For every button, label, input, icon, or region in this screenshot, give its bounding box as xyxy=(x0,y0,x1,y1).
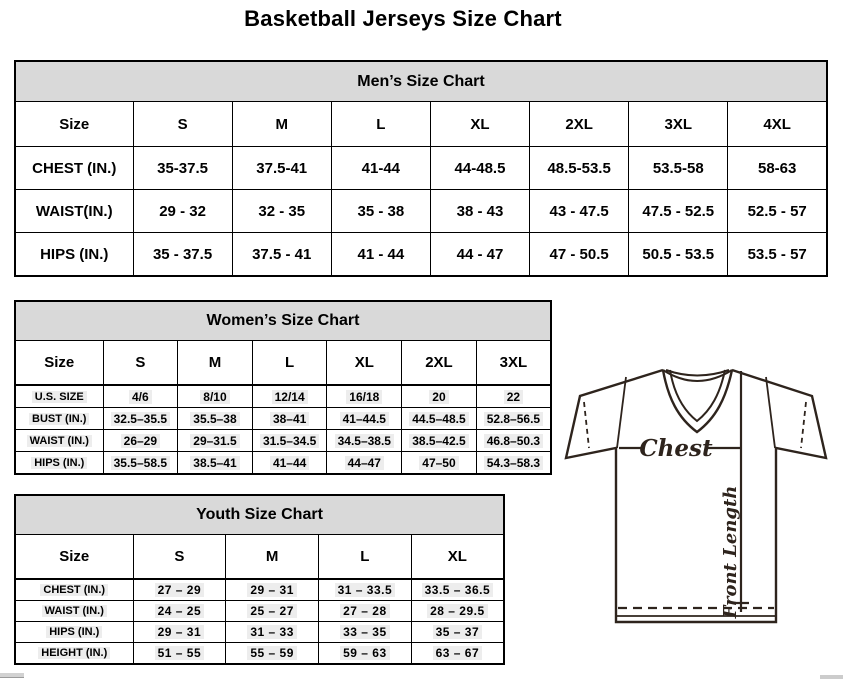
womens-row-label xyxy=(15,452,103,475)
mens-value-cell xyxy=(331,190,430,233)
youth-value-text: 59 – 63 xyxy=(340,646,390,660)
mens-value-text: 44 - 47 xyxy=(456,245,504,263)
womens-value-cell xyxy=(327,452,402,475)
mens-value-cell xyxy=(232,233,331,277)
womens-value-cell xyxy=(103,452,178,475)
youth-value-text: 29 – 31 xyxy=(247,583,297,597)
youth-column-header-xl: XL xyxy=(411,535,504,580)
youth-value-cell xyxy=(133,643,226,665)
youth-row-label-text: HEIGHT (IN.) xyxy=(38,647,110,659)
youth-row-label-text: WAIST (IN.) xyxy=(42,605,107,617)
mens-value-cell xyxy=(530,233,629,277)
mens-value-cell xyxy=(430,190,529,233)
womens-value-cell xyxy=(103,385,178,408)
womens-value-cell xyxy=(178,385,253,408)
mens-value-cell xyxy=(728,190,827,233)
womens-column-header-s: S xyxy=(103,341,178,386)
youth-value-cell xyxy=(411,601,504,622)
womens-table-row xyxy=(15,408,551,430)
jersey-outline xyxy=(566,370,826,622)
mens-column-header-s: S xyxy=(133,102,232,147)
jersey-sleeve-seam-left xyxy=(617,377,626,448)
youth-value-text: 25 – 27 xyxy=(247,604,297,618)
youth-value-cell xyxy=(411,622,504,643)
mens-column-header-2xl: 2XL xyxy=(530,102,629,147)
womens-value-text: 22 xyxy=(504,390,523,404)
youth-value-text: 31 – 33 xyxy=(247,625,297,639)
mens-value-cell xyxy=(629,190,728,233)
youth-value-text: 28 – 29.5 xyxy=(427,604,488,618)
womens-value-cell xyxy=(178,430,253,452)
youth-row-label-text: CHEST (IN.) xyxy=(40,584,108,596)
mens-value-cell xyxy=(133,190,232,233)
youth-value-cell xyxy=(319,643,412,665)
youth-row-label xyxy=(15,579,133,601)
mens-row-label xyxy=(15,190,133,233)
mens-row-label-text: CHEST (IN.) xyxy=(32,159,117,177)
youth-size-chart-table xyxy=(14,494,505,665)
womens-value-cell xyxy=(476,430,551,452)
womens-value-cell xyxy=(327,408,402,430)
mens-column-header-4xl: 4XL xyxy=(728,102,827,147)
youth-value-text: 63 – 67 xyxy=(433,646,483,660)
scrollbar-fragment-left[interactable] xyxy=(0,673,24,678)
womens-value-text: 41–44.5 xyxy=(340,412,389,426)
youth-value-text: 27 – 29 xyxy=(155,583,205,597)
youth-value-cell xyxy=(133,601,226,622)
womens-value-cell xyxy=(402,430,477,452)
mens-value-text: 44-48.5 xyxy=(454,159,506,177)
womens-value-cell xyxy=(252,430,327,452)
youth-column-header-size: Size xyxy=(15,535,133,580)
mens-value-text: 37.5-41 xyxy=(256,159,308,177)
mens-table-row xyxy=(15,233,827,277)
youth-value-cell xyxy=(319,622,412,643)
jersey-measurement-diagram xyxy=(558,364,832,626)
mens-value-cell xyxy=(232,190,331,233)
mens-value-cell xyxy=(430,147,529,190)
youth-value-cell xyxy=(226,643,319,665)
youth-table-row xyxy=(15,622,504,643)
mens-value-cell xyxy=(728,233,827,277)
jersey-vneck-outer xyxy=(663,370,732,432)
scrollbar-fragment-right[interactable] xyxy=(820,675,843,679)
womens-value-cell xyxy=(252,408,327,430)
womens-value-cell xyxy=(103,430,178,452)
mens-value-cell xyxy=(629,147,728,190)
womens-value-text: 34.5–38.5 xyxy=(335,434,394,448)
womens-value-text: 46.8–50.3 xyxy=(484,434,543,448)
womens-value-text: 54.3–58.3 xyxy=(484,456,543,470)
womens-value-text: 41–44 xyxy=(270,456,309,470)
mens-value-cell xyxy=(232,147,331,190)
womens-value-cell xyxy=(252,385,327,408)
womens-value-text: 26–29 xyxy=(121,434,160,448)
youth-value-cell xyxy=(319,579,412,601)
womens-row-label xyxy=(15,385,103,408)
page-title: Basketball Jerseys Size Chart xyxy=(244,6,562,31)
youth-table-row xyxy=(15,601,504,622)
youth-value-text: 35 – 37 xyxy=(433,625,483,639)
mens-value-text: 41 - 44 xyxy=(357,245,405,263)
womens-value-text: 16/18 xyxy=(346,390,382,404)
womens-value-cell xyxy=(476,408,551,430)
womens-value-text: 4/6 xyxy=(129,390,152,404)
womens-row-label xyxy=(15,408,103,430)
womens-value-cell xyxy=(402,385,477,408)
womens-column-header-size: Size xyxy=(15,341,103,386)
mens-column-header-size: Size xyxy=(15,102,133,147)
mens-value-text: 37.5 - 41 xyxy=(252,245,312,263)
womens-value-text: 31.5–34.5 xyxy=(260,434,319,448)
womens-value-cell xyxy=(327,430,402,452)
youth-value-cell xyxy=(226,622,319,643)
youth-value-text: 33 – 35 xyxy=(340,625,390,639)
mens-row-label-text: HIPS (IN.) xyxy=(40,245,109,263)
womens-value-text: 38.5–41 xyxy=(190,456,239,470)
youth-value-text: 29 – 31 xyxy=(155,625,205,639)
youth-table-row xyxy=(15,579,504,601)
jersey-back-collar xyxy=(663,370,732,381)
mens-value-text: 53.5 - 57 xyxy=(747,245,807,263)
mens-value-cell xyxy=(629,233,728,277)
mens-value-text: 58-63 xyxy=(757,159,797,177)
mens-table-row xyxy=(15,147,827,190)
mens-value-text: 52.5 - 57 xyxy=(747,202,807,220)
womens-table-row xyxy=(15,452,551,475)
mens-value-cell xyxy=(530,147,629,190)
womens-value-text: 8/10 xyxy=(200,390,229,404)
womens-value-text: 35.5–38 xyxy=(190,412,239,426)
mens-value-text: 43 - 47.5 xyxy=(549,202,609,220)
youth-row-label xyxy=(15,643,133,665)
mens-value-text: 32 - 35 xyxy=(258,202,306,220)
youth-value-text: 24 – 25 xyxy=(155,604,205,618)
youth-value-text: 31 – 33.5 xyxy=(335,583,396,597)
mens-value-text: 53.5-58 xyxy=(652,159,704,177)
mens-value-text: 48.5-53.5 xyxy=(547,159,611,177)
mens-table-row xyxy=(15,190,827,233)
mens-value-cell xyxy=(331,147,430,190)
mens-value-cell xyxy=(530,190,629,233)
womens-chart-title: Women’s Size Chart xyxy=(15,301,551,341)
womens-value-text: 38.5–42.5 xyxy=(409,434,468,448)
mens-value-cell xyxy=(430,233,529,277)
womens-value-text: 52.8–56.5 xyxy=(484,412,543,426)
youth-value-cell xyxy=(319,601,412,622)
youth-value-cell xyxy=(133,579,226,601)
womens-value-text: 20 xyxy=(429,390,448,404)
youth-chart-title: Youth Size Chart xyxy=(15,495,504,535)
mens-value-cell xyxy=(133,233,232,277)
womens-value-text: 44–47 xyxy=(345,456,384,470)
womens-column-header-l: L xyxy=(252,341,327,386)
womens-table-row xyxy=(15,430,551,452)
womens-row-label-text: BUST (IN.) xyxy=(29,413,89,425)
youth-value-cell xyxy=(411,579,504,601)
mens-column-header-l: L xyxy=(331,102,430,147)
cuff-dashed-line-left xyxy=(584,402,589,448)
front-length-label: Front Length xyxy=(720,485,741,619)
mens-row-label xyxy=(15,147,133,190)
mens-column-header-xl: XL xyxy=(430,102,529,147)
mens-value-cell xyxy=(133,147,232,190)
mens-value-text: 47 - 50.5 xyxy=(549,245,609,263)
mens-value-text: 38 - 43 xyxy=(456,202,504,220)
youth-value-text: 51 – 55 xyxy=(155,646,205,660)
womens-table-row xyxy=(15,385,551,408)
womens-value-text: 44.5–48.5 xyxy=(409,412,468,426)
youth-value-text: 55 – 59 xyxy=(247,646,297,660)
womens-value-text: 38–41 xyxy=(270,412,309,426)
youth-row-label-text: HIPS (IN.) xyxy=(46,626,102,638)
mens-value-text: 35 - 38 xyxy=(357,202,405,220)
womens-value-cell xyxy=(103,408,178,430)
mens-value-text: 41-44 xyxy=(361,159,401,177)
mens-row-label-text: WAIST(IN.) xyxy=(35,202,113,220)
mens-value-text: 29 - 32 xyxy=(159,202,206,220)
youth-value-cell xyxy=(226,601,319,622)
womens-value-text: 29–31.5 xyxy=(190,434,239,448)
mens-size-chart-table xyxy=(14,60,828,277)
womens-column-header-m: M xyxy=(178,341,253,386)
youth-value-text: 33.5 – 36.5 xyxy=(422,583,494,597)
womens-value-cell xyxy=(327,385,402,408)
youth-table-row xyxy=(15,643,504,665)
mens-value-text: 47.5 - 52.5 xyxy=(642,202,715,220)
youth-value-cell xyxy=(411,643,504,665)
womens-value-cell xyxy=(178,452,253,475)
youth-column-header-l: L xyxy=(319,535,412,580)
cuff-dashed-line-right xyxy=(801,402,806,448)
mens-chart-title: Men’s Size Chart xyxy=(15,61,827,102)
womens-row-label-text: WAIST (IN.) xyxy=(27,435,92,447)
womens-value-text: 12/14 xyxy=(272,390,308,404)
womens-value-cell xyxy=(476,452,551,475)
mens-column-header-m: M xyxy=(232,102,331,147)
youth-column-header-s: S xyxy=(133,535,226,580)
womens-value-cell xyxy=(402,452,477,475)
mens-value-text: 35 - 37.5 xyxy=(152,245,213,263)
mens-column-header-3xl: 3XL xyxy=(629,102,728,147)
mens-value-text: 35-37.5 xyxy=(157,159,208,177)
womens-row-label xyxy=(15,430,103,452)
womens-value-text: 32.5–35.5 xyxy=(111,412,170,426)
mens-value-text: 50.5 - 53.5 xyxy=(642,245,715,263)
womens-column-header-xl: XL xyxy=(327,341,402,386)
chest-label: Chest xyxy=(639,435,713,462)
womens-value-cell xyxy=(476,385,551,408)
womens-value-text: 35.5–58.5 xyxy=(111,456,170,470)
womens-value-cell xyxy=(178,408,253,430)
youth-column-header-m: M xyxy=(226,535,319,580)
womens-column-header-3xl: 3XL xyxy=(476,341,551,386)
youth-value-cell xyxy=(226,579,319,601)
womens-value-cell xyxy=(252,452,327,475)
youth-row-label xyxy=(15,622,133,643)
youth-value-cell xyxy=(133,622,226,643)
womens-row-label-text: HIPS (IN.) xyxy=(31,457,87,469)
womens-size-chart-table xyxy=(14,300,552,475)
mens-row-label xyxy=(15,233,133,277)
womens-row-label-text: U.S. SIZE xyxy=(32,391,87,403)
youth-row-label xyxy=(15,601,133,622)
womens-column-header-2xl: 2XL xyxy=(402,341,477,386)
youth-value-text: 27 – 28 xyxy=(340,604,390,618)
mens-value-cell xyxy=(728,147,827,190)
womens-value-cell xyxy=(402,408,477,430)
womens-value-text: 47–50 xyxy=(419,456,458,470)
mens-value-cell xyxy=(331,233,430,277)
jersey-sleeve-seam-right xyxy=(766,377,775,448)
